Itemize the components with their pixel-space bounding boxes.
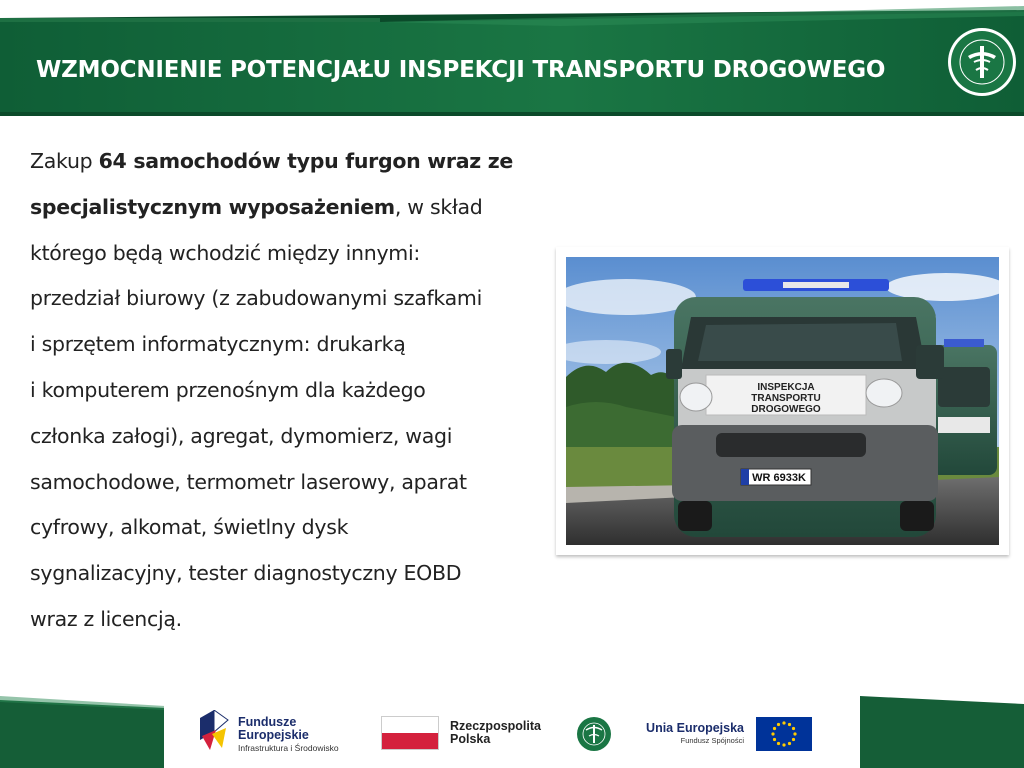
poland-flag-icon: [381, 716, 439, 750]
license-plate: WR 6933K: [752, 472, 806, 484]
footer-logos: [164, 700, 860, 768]
van-photo: [566, 257, 999, 545]
text-span: Zakup: [30, 149, 99, 173]
van-label-3: DROGOWEGO: [751, 404, 821, 415]
text-line-10: sygnalizacyjny, tester diagnostyczny EOBD: [30, 561, 462, 586]
text-line-2: [30, 185, 530, 231]
van-label-2: TRANSPORTU: [751, 393, 821, 404]
text-span: , w skład: [394, 194, 483, 219]
text-bold: 64 samochodów typu furgon wraz ze: [98, 149, 513, 173]
text-line-7: członka załogi), agregat, dymomierz, wagi: [30, 423, 453, 448]
unia-europejska-text: [646, 722, 744, 746]
ue-line-2: Fundusz Spójności: [680, 736, 744, 745]
text-line-3: którego będą wchodzić między innymi:: [30, 240, 420, 265]
text-bold: specjalistycznym wyposażeniem: [30, 194, 395, 219]
fund-text: [238, 716, 339, 754]
text-line-4: przedział biurowy (z zabudowanymi szafkami: [30, 286, 482, 311]
pl-line-2: Polska: [450, 732, 491, 746]
page-title: WZMOCNIENIE POTENCJAŁU INSPEKCJI TRANSPORTU DROGOWEGO: [36, 57, 886, 83]
text-line-6: i komputerem przenośnym dla każdego: [30, 377, 426, 402]
description-text: [30, 139, 530, 643]
itd-emblem-small-icon: [576, 716, 612, 752]
photo-frame: [556, 247, 1009, 555]
van-label-1: INSPEKCJA: [757, 382, 815, 393]
text-line-8: samochodowe, termometr laserowy, aparat: [30, 469, 467, 494]
itd-emblem-icon: [946, 26, 1018, 98]
pl-line-1: Rzeczpospolita: [450, 719, 541, 733]
fundusze-europejskie-logo: [200, 710, 350, 756]
text-line-11: wraz z licencją.: [30, 606, 182, 631]
fund-line-2: Europejskie: [238, 728, 309, 742]
fund-line-3: Infrastruktura i Środowisko: [238, 743, 339, 753]
eu-flag-icon: [756, 717, 812, 751]
fund-line-1: Fundusze: [238, 715, 297, 729]
text-line-5: i sprzętem informatycznym: drukarką: [30, 332, 406, 357]
fe-star-icon: [200, 710, 232, 754]
text-line-9: cyfrowy, alkomat, świetlny dysk: [30, 515, 349, 540]
rzeczpospolita-text: [450, 720, 541, 746]
ue-line-1: Unia Europejska: [646, 721, 744, 735]
text-line-1: [30, 139, 530, 185]
